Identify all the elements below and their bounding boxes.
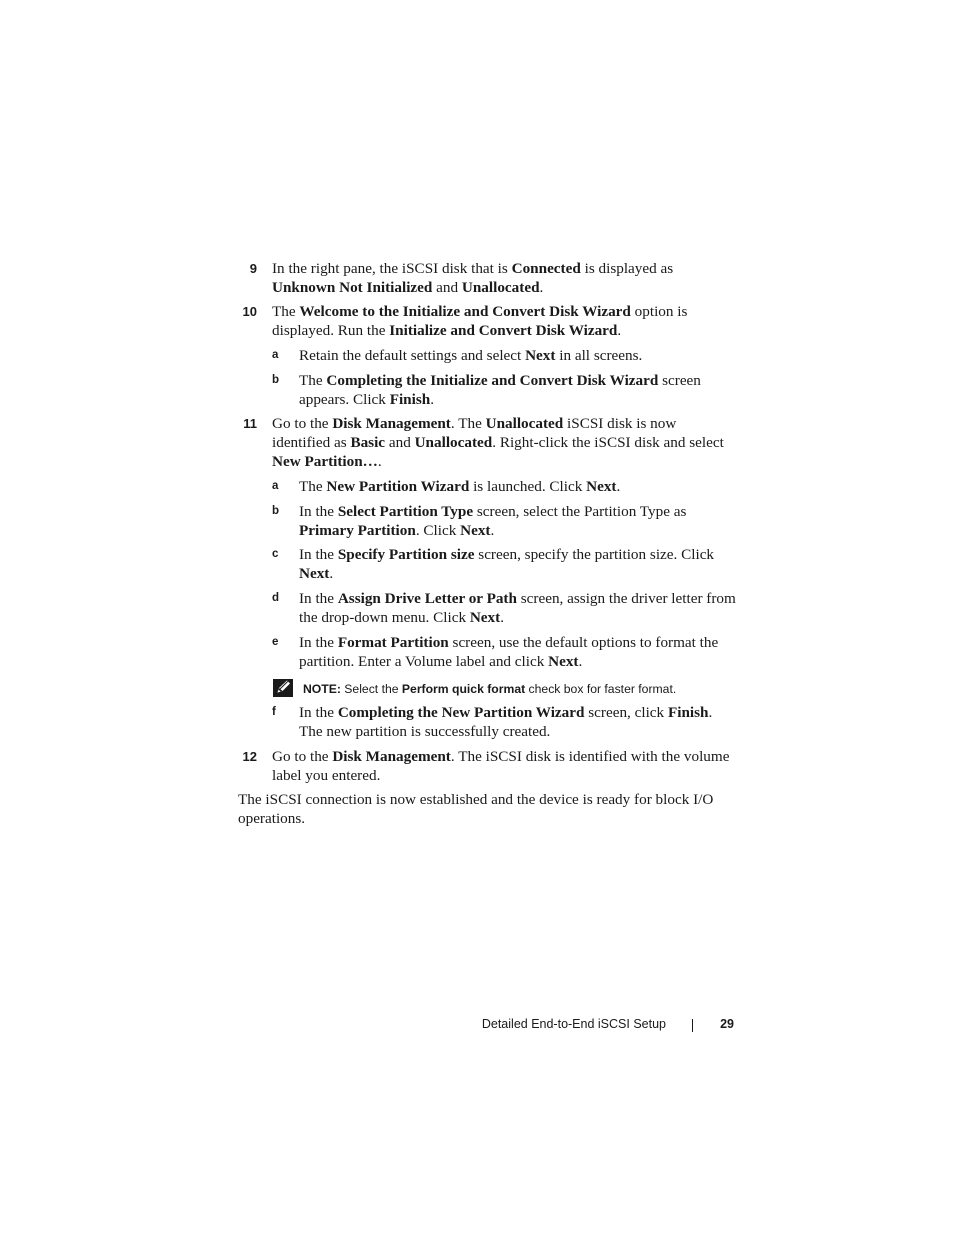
step-text: Go to the Disk Management. The iSCSI disk is identified with the volume label you entered.: [272, 748, 730, 784]
substep-text: In the Format Partition screen, use the default options to format the partition. Enter a Volume label and click Next.: [299, 634, 719, 670]
substep-letter: f: [272, 706, 276, 718]
footer-separator: [692, 1019, 693, 1032]
step-number: 9: [249, 261, 257, 276]
substep-letter: b: [272, 505, 280, 517]
substep-letter: d: [272, 592, 280, 604]
substep-text: Retain the default settings and select Next in all screens.: [299, 347, 643, 364]
note-box: [272, 678, 738, 700]
page-footer: [470, 1015, 736, 1035]
substep-text: In the Specify Partition size screen, specify the partition size. Click Next.: [299, 546, 715, 582]
closing-paragraph: The iSCSI connection is now established and the device is ready for block I/O operations.: [238, 791, 714, 827]
step-number: 10: [242, 304, 257, 319]
substep-letter: b: [272, 374, 280, 386]
footer-section-title: Detailed End-to-End iSCSI Setup: [481, 1017, 666, 1031]
substep-letter: c: [272, 548, 279, 560]
page-number: 29: [720, 1017, 734, 1031]
substep-text: In the Assign Drive Letter or Path screen, assign the driver letter from the drop-down menu. Click Next.: [299, 590, 736, 626]
substep-letter: a: [272, 349, 279, 361]
substep-text: In the Completing the New Partition Wizard screen, click Finish. The new partition is successfully created.: [299, 704, 713, 740]
step-number: 11: [243, 416, 257, 431]
pencil-note-icon: [272, 678, 294, 698]
step-number: 12: [242, 749, 257, 764]
step-text: Go to the Disk Management. The Unallocated iSCSI disk is now identified as Basic and Unallocated. Right-click the iSCSI disk and select New Partition….: [272, 415, 724, 470]
substep-letter: a: [272, 480, 279, 492]
substep-text: The Completing the Initialize and Convert Disk Wizard screen appears. Click Finish.: [299, 372, 701, 408]
substep-letter: e: [272, 636, 279, 648]
substep-text: In the Select Partition Type screen, select the Partition Type as Primary Partition. Click Next.: [299, 503, 687, 539]
step-text: The Welcome to the Initialize and Convert Disk Wizard option is displayed. Run the Initialize and Convert Disk Wizard.: [272, 303, 688, 339]
step-text: In the right pane, the iSCSI disk that is Connected is displayed as Unknown Not Initialized and Unallocated.: [272, 260, 674, 296]
note-text: NOTE: Select the Perform quick format check box for faster format.: [303, 682, 677, 696]
substep-text: The New Partition Wizard is launched. Click Next.: [299, 478, 621, 495]
